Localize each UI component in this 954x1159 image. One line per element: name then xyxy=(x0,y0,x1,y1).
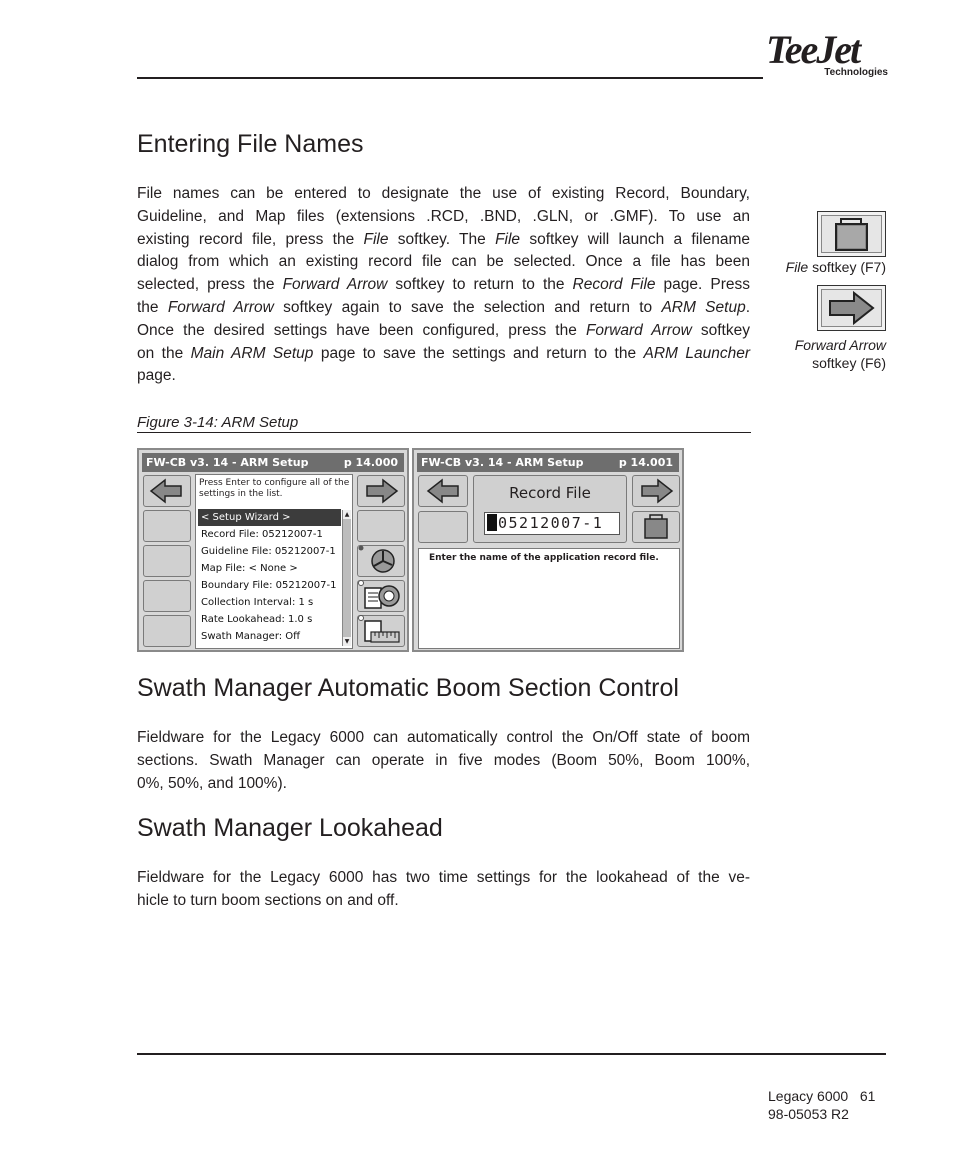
record-file-label: Record File xyxy=(509,484,591,502)
screen1-map-file-button[interactable] xyxy=(357,615,405,647)
screen1-scrollbar[interactable] xyxy=(342,510,351,646)
settings-list-item[interactable]: Guideline File: 05212007-1 xyxy=(201,546,336,557)
paragraph-line: existing record file, press the File softkey. The File softkey will launch a filename xyxy=(137,230,751,248)
record-file-value: 05212007-1 xyxy=(498,514,604,532)
screen1-setup-wizard-button[interactable] xyxy=(357,545,405,577)
map-ruler-icon xyxy=(357,615,405,647)
screen1-forward-arrow-button[interactable] xyxy=(357,475,405,507)
screen1-title: FW-CB v3. 14 - ARM Setup xyxy=(146,456,309,469)
forward-arrow-icon xyxy=(357,475,405,507)
paragraph-line: File names can be entered to designate the use of existing Record, Boundary, xyxy=(137,185,750,202)
forward-arrow-icon xyxy=(632,475,680,507)
settings-list-item[interactable]: Record File: 05212007-1 xyxy=(201,529,323,540)
screen1-softkey-blank-2[interactable] xyxy=(143,545,191,577)
file-softkey-image xyxy=(817,211,886,257)
teejet-logo xyxy=(766,27,888,82)
screen2-help-panel xyxy=(418,548,680,649)
scroll-down-icon[interactable]: ▼ xyxy=(344,638,350,645)
screen1-settings-list xyxy=(196,509,343,648)
settings-list-item[interactable]: Boundary File: 05212007-1 xyxy=(201,580,337,591)
settings-list-item[interactable]: Rate Lookahead: 1.0 s xyxy=(201,614,313,625)
footer-product-line xyxy=(768,1087,875,1105)
logo-wordmark: TeeJet xyxy=(766,27,860,72)
screen1-softkey-blank-1[interactable] xyxy=(143,510,191,542)
logo-subtitle: Technologies xyxy=(824,67,888,78)
paragraph-line: Fieldware for the Legacy 6000 can automatically control the On/Off state of boom xyxy=(137,729,750,746)
paragraph-line: on the Main ARM Setup page to save the settings and return to the ARM Launcher xyxy=(137,344,750,362)
settings-list-item[interactable]: Swath Manager: Off xyxy=(201,631,301,642)
screen1-list-panel xyxy=(195,474,353,649)
paragraph-line: hicle to turn boom sections on and off. xyxy=(137,891,399,909)
forward-arrow-icon xyxy=(817,285,886,331)
footer-page-number: 61 xyxy=(859,1088,876,1104)
screen1-back-arrow-button[interactable] xyxy=(143,475,191,507)
back-arrow-icon xyxy=(143,475,191,507)
paragraph-line: 0%, 50%, and 100%). xyxy=(137,774,287,792)
paragraph-swath-control xyxy=(137,727,750,795)
arm-setup-screen-2 xyxy=(412,448,684,652)
paragraph-line: Once the desired settings have been configured, press the Forward Arrow softkey xyxy=(137,321,750,339)
settings-list-item[interactable]: Collection Interval: 1 s xyxy=(201,597,314,608)
header-rule xyxy=(137,77,763,79)
back-arrow-icon xyxy=(418,475,468,507)
paragraph-line: sections. Swath Manager can operate in five modes (Boom 50%, Boom 100%, xyxy=(137,751,750,769)
paragraph-line: Fieldware for the Legacy 6000 has two time settings for the lookahead of the ve- xyxy=(137,869,750,886)
screen2-softkey-blank-1[interactable] xyxy=(418,511,468,543)
screen2-title-bar xyxy=(417,453,679,472)
screen2-help-text: Enter the name of the application record file. xyxy=(429,553,659,563)
screen1-softkey-blank-3[interactable] xyxy=(143,580,191,612)
record-file-input[interactable] xyxy=(484,512,620,535)
wizard-gauge-icon xyxy=(357,545,405,577)
forward-arrow-softkey-image xyxy=(817,285,886,331)
screen2-forward-arrow-button[interactable] xyxy=(632,475,680,507)
screen2-file-button[interactable] xyxy=(632,511,680,543)
arm-setup-screen-1 xyxy=(137,448,409,652)
screen2-title: FW-CB v3. 14 - ARM Setup xyxy=(421,456,584,469)
screen1-prompt: Press Enter to configure all of the settings in the list. xyxy=(199,478,350,499)
footer-rule xyxy=(137,1053,886,1055)
heading-swath-manager-lookahead: Swath Manager Lookahead xyxy=(137,814,443,842)
screen2-record-file-field xyxy=(473,475,627,543)
forward-arrow-softkey-caption: Forward Arrow softkey (F6) xyxy=(794,337,886,371)
paragraph-lookahead xyxy=(137,867,750,913)
figure-caption: Figure 3-14: ARM Setup xyxy=(137,413,751,433)
screen1-softkey-blank-4[interactable] xyxy=(143,615,191,647)
paragraph-line: dialog from which an existing record file can be selected. Once a file has been xyxy=(137,253,750,271)
paragraph-line: selected, press the Forward Arrow softkey to return to the Record File page. Press xyxy=(137,276,750,294)
record-file-icon xyxy=(357,580,405,612)
paragraph-line: the Forward Arrow softkey again to save the selection and return to ARM Setup. xyxy=(137,298,751,316)
screen1-record-file-button[interactable] xyxy=(357,580,405,612)
footer-product: Legacy 6000 xyxy=(768,1088,849,1104)
paragraph-entering xyxy=(137,183,750,388)
screen1-title-bar xyxy=(142,453,404,472)
screen1-page-number: p 14.000 xyxy=(343,456,398,469)
screen2-page-number: p 14.001 xyxy=(618,456,673,469)
briefcase-icon xyxy=(632,511,680,543)
scroll-up-icon[interactable]: ▲ xyxy=(344,511,350,518)
footer-doc-number: 98-05053 R2 xyxy=(768,1106,849,1122)
screen1-softkey-blank-right[interactable] xyxy=(357,510,405,542)
text-cursor xyxy=(487,514,497,531)
screen2-back-arrow-button[interactable] xyxy=(418,475,468,507)
settings-list-item[interactable]: < Setup Wizard > xyxy=(198,509,341,526)
settings-list-item[interactable]: Map File: < None > xyxy=(201,563,298,574)
file-softkey-caption: File softkey (F7) xyxy=(785,259,886,275)
heading-swath-manager-control: Swath Manager Automatic Boom Section Control xyxy=(137,674,679,702)
paragraph-line: page. xyxy=(137,367,176,385)
briefcase-icon xyxy=(817,211,886,257)
paragraph-line: Guideline, and Map files (extensions .RCD, .BND, .GLN, or .GMF). To use an xyxy=(137,207,750,225)
heading-entering-file-names: Entering File Names xyxy=(137,130,364,158)
